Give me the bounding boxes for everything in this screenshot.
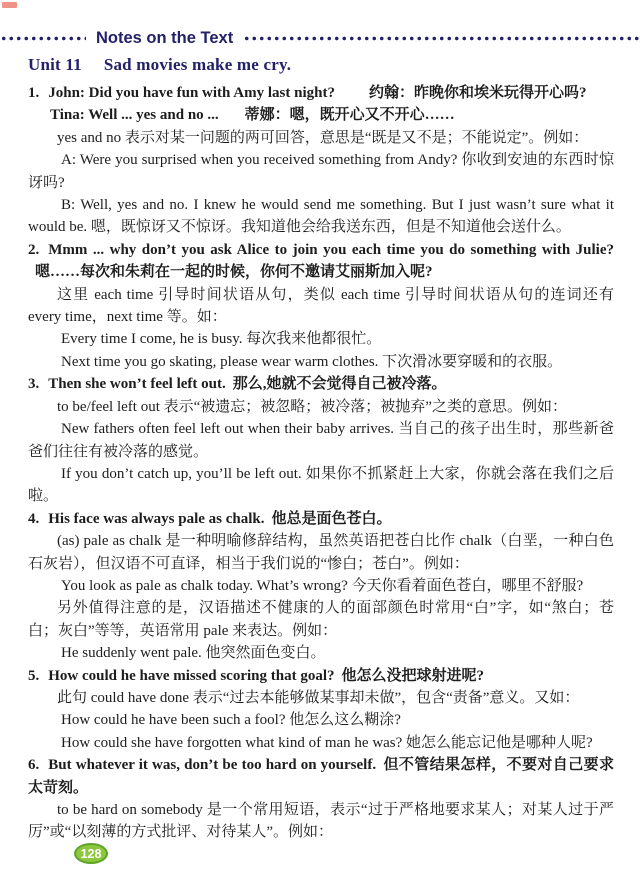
note-header-line [28,82,614,104]
explanation-paragraph [28,127,614,149]
explanation-paragraph [28,530,614,575]
item-chinese: 但不管结果怎样，不要对自己要求太苛刻。 [28,757,614,796]
example-paragraph [28,351,614,373]
item-english: How could he have missed scoring that goal? [48,667,335,684]
note-header-line [28,665,614,687]
explanation-paragraph [28,396,614,418]
example-paragraph [28,418,614,463]
item-chinese: 他总是面色苍白。 [271,510,392,527]
dotted-rule-right [243,36,640,41]
item-number: 3. [28,376,40,393]
example-paragraph [28,194,614,239]
paragraph-text: Every time I come, he is busy. 每次我来他都很忙。 [61,331,382,348]
example-paragraph [28,732,614,754]
item-english: But whatever it was, don’t be too hard on yourself. [48,757,377,774]
page-corner-mark [2,2,17,8]
paragraph-text: 这里 each time 引导时间状语从句，类似 each time 引导时间状语从句的连词还有 every time，next time 等。如： [28,286,614,326]
paragraph-text: How could he have been such a fool? 他怎么这么糊涂? [61,712,401,729]
paragraph-text: How could she have forgotten what kind of man he was? 她怎么能忘记他是哪种人呢? [61,734,593,751]
example-paragraph [28,709,614,731]
note-item [28,373,614,507]
page-number-badge [74,843,108,864]
paragraph-text: 另外值得注意的是，汉语描述不健康的人的面部颜色时常用“白”字，如“煞白；苍白；灰白”等等，英语常用 pale 来表达。例如： [28,600,614,639]
paragraph-text: New fathers often feel left out when their baby arrives. 当自己的孩子出生时，那些新爸爸们往往有被冷落的感觉。 [28,421,614,460]
paragraph-text: You look as pale as chalk today. What’s wrong? 今天你看着面色苍白，哪里不舒服? [61,577,584,594]
dialog-english: Tina: Well ... yes and no ... [50,107,219,124]
unit-title [28,55,614,75]
section-header [28,28,614,48]
note-item [28,239,614,373]
example-paragraph [28,642,614,664]
unit-name: Sad movies make me cry. [103,55,292,74]
item-english: Then she won’t feel left out. [48,376,226,393]
note-header-line [28,754,614,799]
explanation-paragraph [28,687,614,709]
dotted-rule-left [0,36,86,41]
item-english: His face was always pale as chalk. [48,510,265,527]
paragraph-text: If you don’t catch up, you’ll be left out. 如果你不抓紧赶上大家，你就会落在我们之后啦。 [28,465,614,505]
explanation-paragraph [28,597,614,642]
item-chinese: 那么,她就不会觉得自己被冷落。 [232,376,447,393]
paragraph-text: yes and no 表示对某一问题的两可回答，意思是“既是又不是；不能说定”。例如： [57,129,589,146]
dialog-line [50,104,614,126]
item-number: 4. [28,510,40,527]
item-chinese: 约翰：昨晚你和埃米玩得开心吗? [368,85,587,101]
paragraph-text: (as) pale as chalk 是一种明喻修辞结构，虽然英语把苍白比作 chalk（白垩，一种白色石灰岩），但汉语不可直译，相当于我们说的“惨白；苍白”。例如： [28,533,614,572]
item-number: 5. [28,667,40,684]
paragraph-text: A: Were you surprised when you received something from Andy? 你收到安迪的东西时惊讶吗? [28,152,614,191]
note-item [28,665,614,755]
page-number: 128 [80,846,102,861]
note-header-line [28,239,614,284]
item-english: Mmm ... why don’t you ask Alice to join you each time you do something with Julie? [48,241,614,258]
example-paragraph [28,328,614,350]
item-chinese: 嗯……每次和朱莉在一起的时候，你何不邀请艾丽斯加入呢? [35,264,433,281]
item-number: 6. [28,757,40,774]
item-english: John: Did you have fun with Amy last night? [48,85,335,101]
paragraph-text: B: Well, yes and no. I knew he would send me something. But I just wasn’t sure what it would be. 嗯，既惊讶又不惊讶。我知道他会给我送东西，但是不知道他会送什么。 [28,197,614,236]
item-number: 2. [28,241,40,258]
explanation-paragraph [28,284,614,329]
note-header-line [28,508,614,530]
notes-list [28,82,614,844]
paragraph-text: He suddenly went pale. 他突然面色变白。 [61,645,326,662]
paragraph-text: Next time you go skating, please wear warm clothes. 下次滑冰要穿暖和的衣服。 [61,353,563,370]
item-number: 1. [28,85,40,101]
paragraph-text: to be hard on somebody 是一个常用短语，表示“过于严格地要求某人；对某人过于严厉”或“以刻薄的方式批评、对待某人”。例如： [28,802,614,841]
example-paragraph [28,463,614,508]
explanation-paragraph [28,799,614,844]
paragraph-text: 此句 could have done 表示“过去本能够做某事却未做”，包含“责备”意义。又如： [57,689,580,706]
section-title: Notes on the Text [96,28,234,47]
example-paragraph [28,575,614,597]
paragraph-text: to be/feel left out 表示“被遗忘；被忽略；被冷落；被抛弃”之类的意思。例如： [57,398,567,415]
dialog-chinese: 蒂娜：嗯，既开心又不开心…… [244,107,455,124]
note-item [28,508,614,665]
note-header-line [28,373,614,395]
example-paragraph [28,149,614,194]
unit-number: Unit 11 [28,55,82,74]
note-item [28,82,614,239]
item-chinese: 他怎么没把球射进呢? [341,667,485,684]
note-item [28,754,614,844]
